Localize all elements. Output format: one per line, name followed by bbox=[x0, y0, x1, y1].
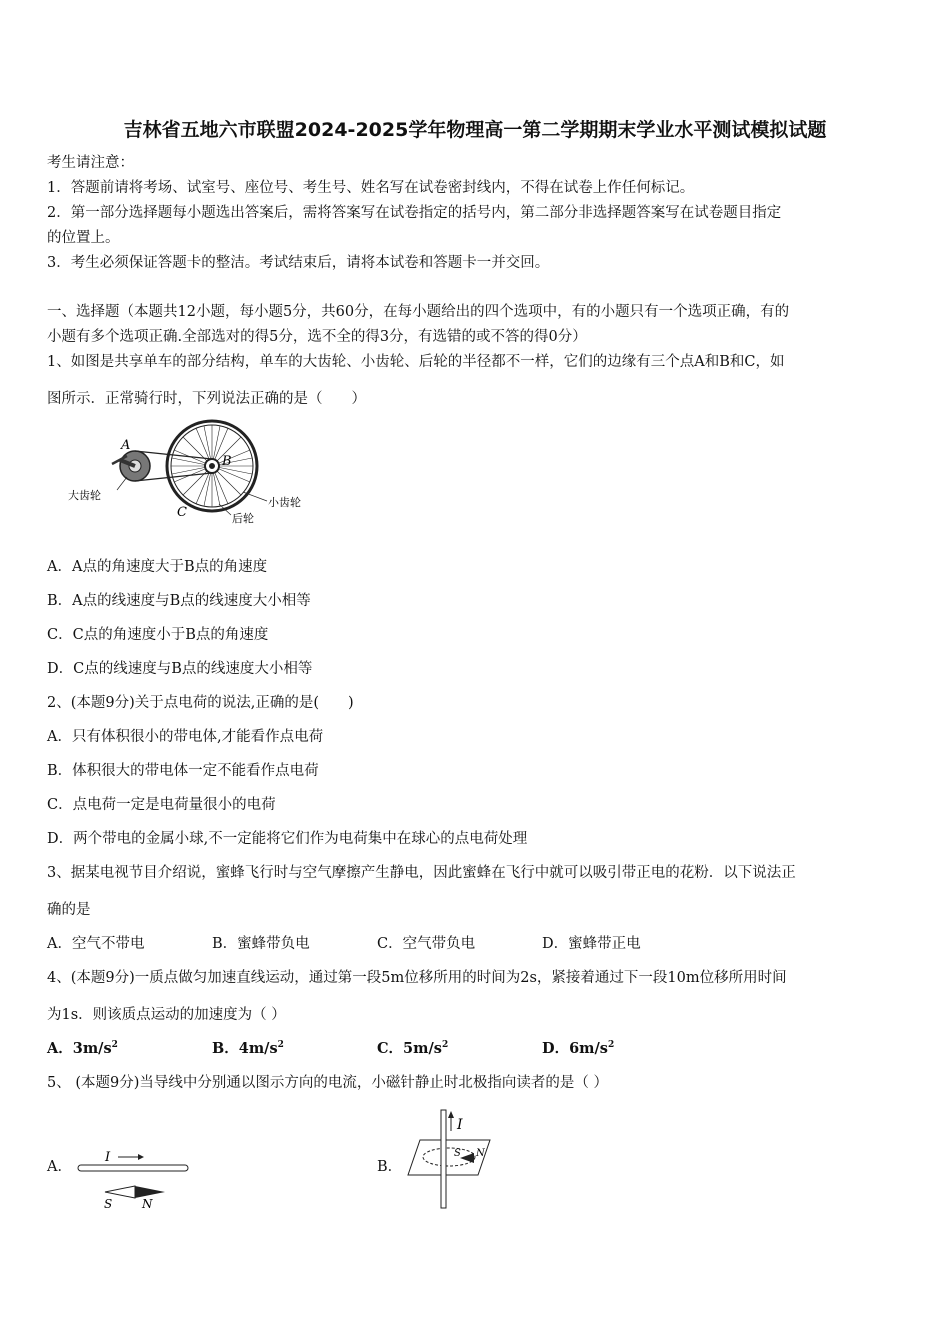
notice-item-3: 3．考生必须保证答题卡的整洁。考试结束后，请将本试卷和答题卡一并交回。 bbox=[47, 255, 550, 271]
q5-option-b-label[interactable]: B． bbox=[377, 1159, 403, 1175]
label-point-a: A bbox=[121, 438, 131, 453]
q1-option-c[interactable]: C．C点的角速度小于B点的角速度 bbox=[47, 627, 269, 643]
q4-stem-line1: 4、(本题9分)一质点做匀加速直线运动，通过第一段5m位移所用的时间为2s，紧接着通过下一段10m位移所用时间 bbox=[47, 970, 787, 986]
q2-option-c[interactable]: C．点电荷一定是电荷量很小的电荷 bbox=[47, 797, 276, 813]
fig-a-n-label: N bbox=[142, 1197, 153, 1211]
q1-stem-line1: 1、如图是共享单车的部分结构，单车的大齿轮、小齿轮、后轮的半径都不一样，它们的边缘有三个点A和B和C，如 bbox=[47, 354, 785, 370]
label-small-gear: 小齿轮 bbox=[268, 496, 301, 509]
notice-heading: 考生请注意： bbox=[47, 155, 134, 171]
fig-b-wire bbox=[441, 1110, 446, 1208]
notice-item-1: 1．答题前请将考场、试室号、座位号、考生号、姓名写在试卷密封线内，不得在试卷上作任何标记。 bbox=[47, 180, 695, 196]
fig-a-wire bbox=[78, 1165, 188, 1171]
q3-option-a[interactable]: A．空气不带电 bbox=[47, 936, 145, 952]
q1-option-a[interactable]: A．A点的角速度大于B点的角速度 bbox=[47, 559, 268, 575]
q5-option-a-label[interactable]: A． bbox=[47, 1159, 72, 1175]
notice-item-2-cont: 的位置上。 bbox=[47, 230, 120, 246]
notice-item-2: 2．第一部分选择题每小题选出答案后，需将答案写在试卷指定的括号内，第二部分非选择题答案写在试卷题目指定 bbox=[47, 205, 782, 221]
q1-option-d[interactable]: D．C点的线速度与B点的线速度大小相等 bbox=[47, 661, 313, 677]
label-rear-wheel: 后轮 bbox=[232, 512, 254, 525]
q4-option-a[interactable]: A．$3m/s^2$ bbox=[47, 1040, 118, 1057]
q2-stem: 2、(本题9分)关于点电荷的说法,正确的是( ) bbox=[47, 695, 354, 711]
q4-option-b[interactable]: B．$4m/s^2$ bbox=[212, 1040, 284, 1057]
q2-option-b[interactable]: B．体积很大的带电体一定不能看作点电荷 bbox=[47, 763, 319, 779]
q5-figure-a bbox=[70, 1145, 195, 1213]
q3-option-c[interactable]: C．空气带负电 bbox=[377, 936, 476, 952]
q5-figure-b bbox=[400, 1105, 500, 1210]
fig-b-s-label: S bbox=[454, 1148, 461, 1159]
page-title: 吉林省五地六市联盟2024-2025学年物理高一第二学期期末学业水平测试模拟试题 bbox=[123, 119, 827, 141]
label-point-c: C bbox=[177, 505, 187, 520]
q4-stem-line2: 为1s．则该质点运动的加速度为（ ） bbox=[47, 1007, 286, 1023]
fig-b-n-label: N bbox=[476, 1148, 485, 1159]
q5-stem: 5、 (本题9分)当导线中分别通以图示方向的电流，小磁针静止时北极指向读者的是（ ） bbox=[47, 1075, 608, 1091]
q4-option-d[interactable]: D．$6m/s^2$ bbox=[542, 1040, 615, 1057]
q2-option-d[interactable]: D．两个带电的金属小球,不一定能将它们作为电荷集中在球心的点电荷处理 bbox=[47, 831, 528, 847]
bicycle-figure bbox=[65, 418, 325, 530]
q1-stem-line2: 图所示．正常骑行时，下列说法正确的是（ ） bbox=[47, 391, 366, 407]
section-heading-line1: 一、选择题（本题共12小题，每小题5分，共60分，在每小题给出的四个选项中，有的小题只有一个选项正确，有的 bbox=[47, 304, 790, 320]
q3-stem-line1: 3、据某电视节目介绍说，蜜蜂飞行时与空气摩擦产生静电，因此蜜蜂在飞行中就可以吸引带正电的花粉．以下说法正 bbox=[47, 865, 796, 881]
label-big-gear: 大齿轮 bbox=[68, 489, 101, 502]
fig-a-s-label: S bbox=[104, 1197, 113, 1211]
q3-stem-line2: 确的是 bbox=[47, 902, 91, 918]
q1-option-b[interactable]: B．A点的线速度与B点的线速度大小相等 bbox=[47, 593, 311, 609]
fig-b-current-label: I bbox=[457, 1117, 463, 1133]
label-point-b: B bbox=[222, 454, 232, 469]
section-heading-line2: 小题有多个选项正确.全部选对的得5分，选不全的得3分，有选错的或不答的得0分） bbox=[47, 329, 587, 345]
q4-option-c[interactable]: C．$5m/s^2$ bbox=[377, 1040, 449, 1057]
q2-option-a[interactable]: A．只有体积很小的带电体,才能看作点电荷 bbox=[47, 729, 324, 745]
fig-a-current-label: I bbox=[105, 1150, 111, 1165]
q3-option-d[interactable]: D．蜜蜂带正电 bbox=[542, 936, 641, 952]
q3-option-b[interactable]: B．蜜蜂带负电 bbox=[212, 936, 310, 952]
